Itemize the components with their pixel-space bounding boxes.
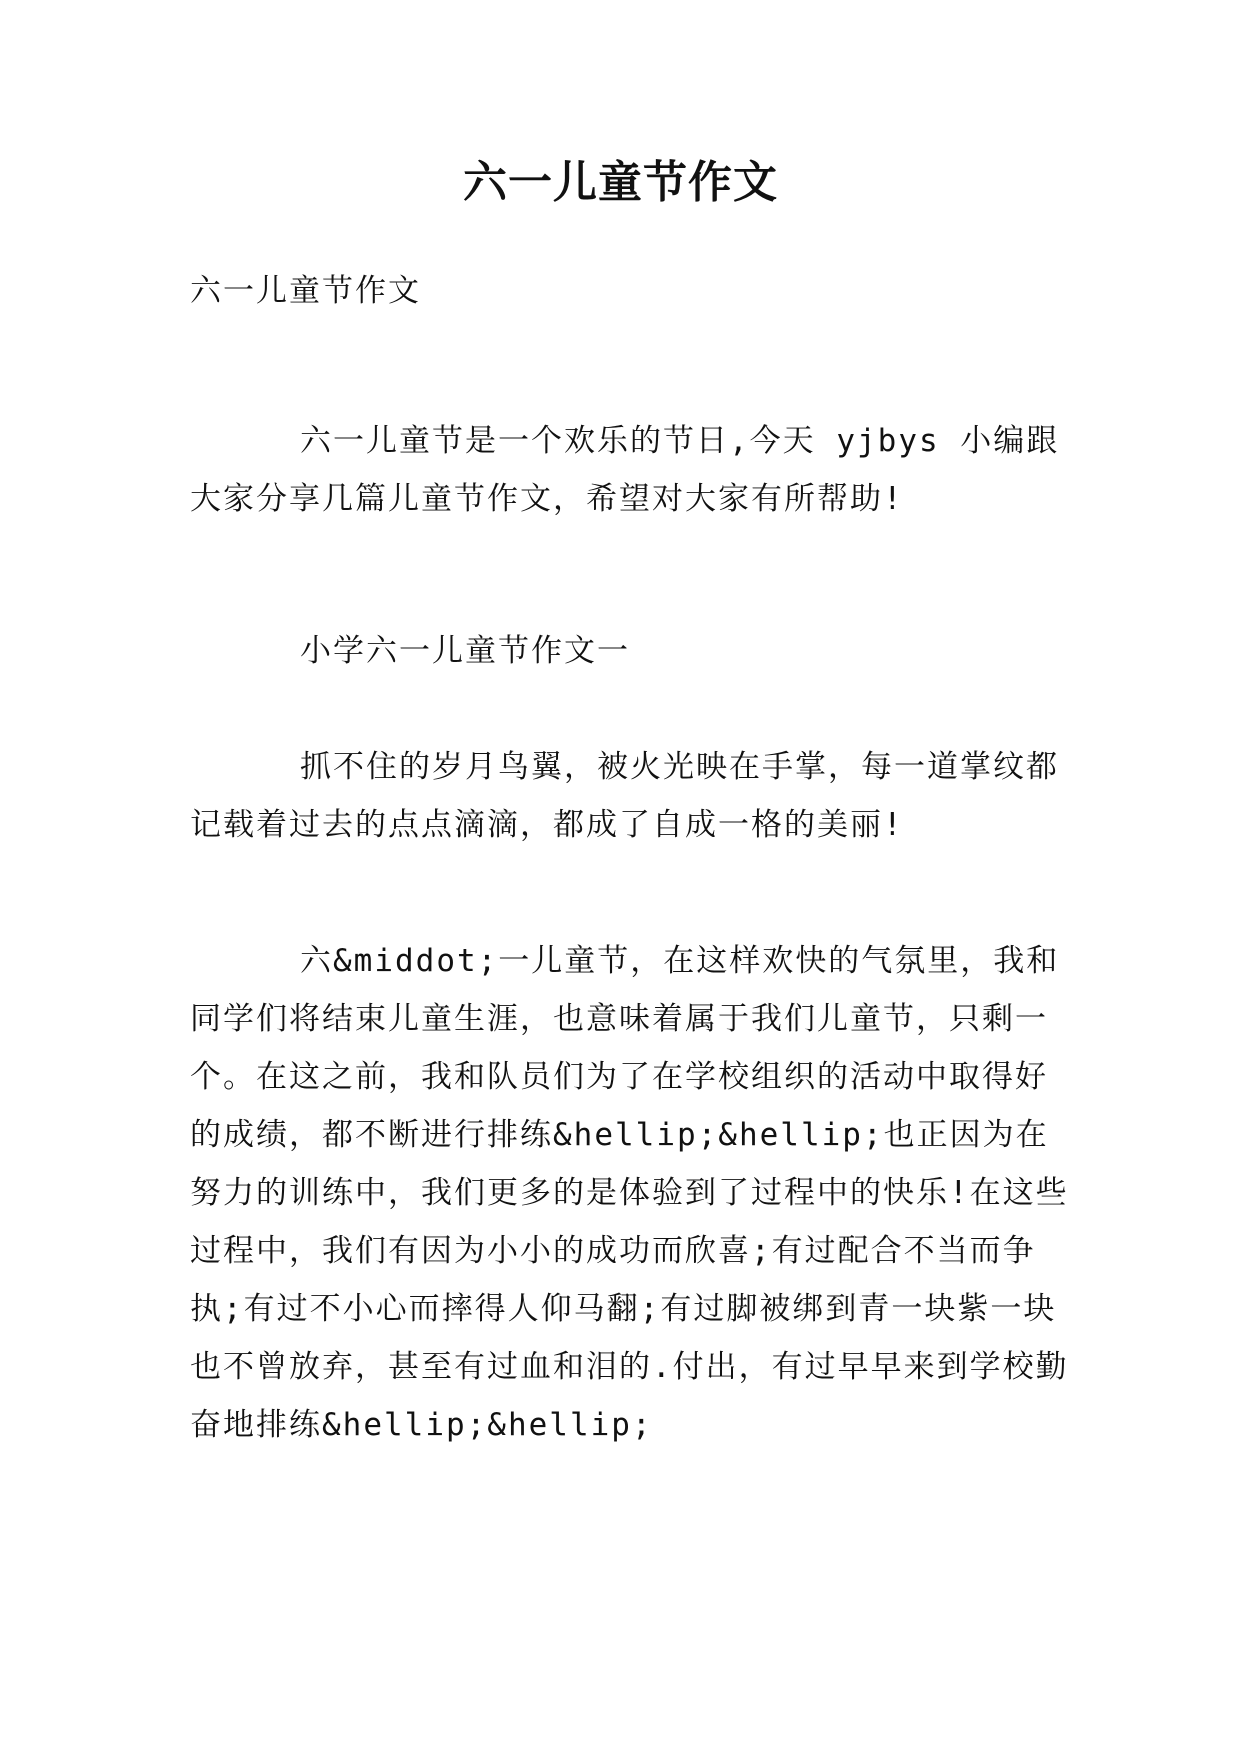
section-heading: 小学六一儿童节作文一 bbox=[300, 633, 630, 669]
document-subtitle: 六一儿童节作文 bbox=[190, 273, 421, 309]
paragraph-2: 六&middot;一儿童节，在这样欢快的气氛里，我和同学们将结束儿童生涯，也意味着属于我们儿童节，只剩一个。在这之前，我和队员们为了在学校组织的活动中取得好的成绩，都不断进行排练&hellip;&hellip;也正因为在努力的训练中，我们更多的是体验到了过程中的快乐!在这些过程中，我们有因为小小的成功而欣喜;有过配合不当而争执;有过不小心而摔得人仰马翻;有过脚被绑到青一块紫一块也不曾放弃，甚至有过血和泪的.付出，有过早早来到学校勤奋地排练&hellip;&hellip; bbox=[190, 943, 1069, 1443]
paragraph-1: 抓不住的岁月鸟翼，被火光映在手掌，每一道掌纹都记载着过去的点点滴滴，都成了自成一格的美丽! bbox=[190, 749, 1059, 843]
document-title: 六一儿童节作文 bbox=[463, 157, 778, 208]
intro-paragraph: 六一儿童节是一个欢乐的节日,今天 yjbys 小编跟大家分享几篇儿童节作文，希望对大家有所帮助! bbox=[190, 423, 1060, 517]
